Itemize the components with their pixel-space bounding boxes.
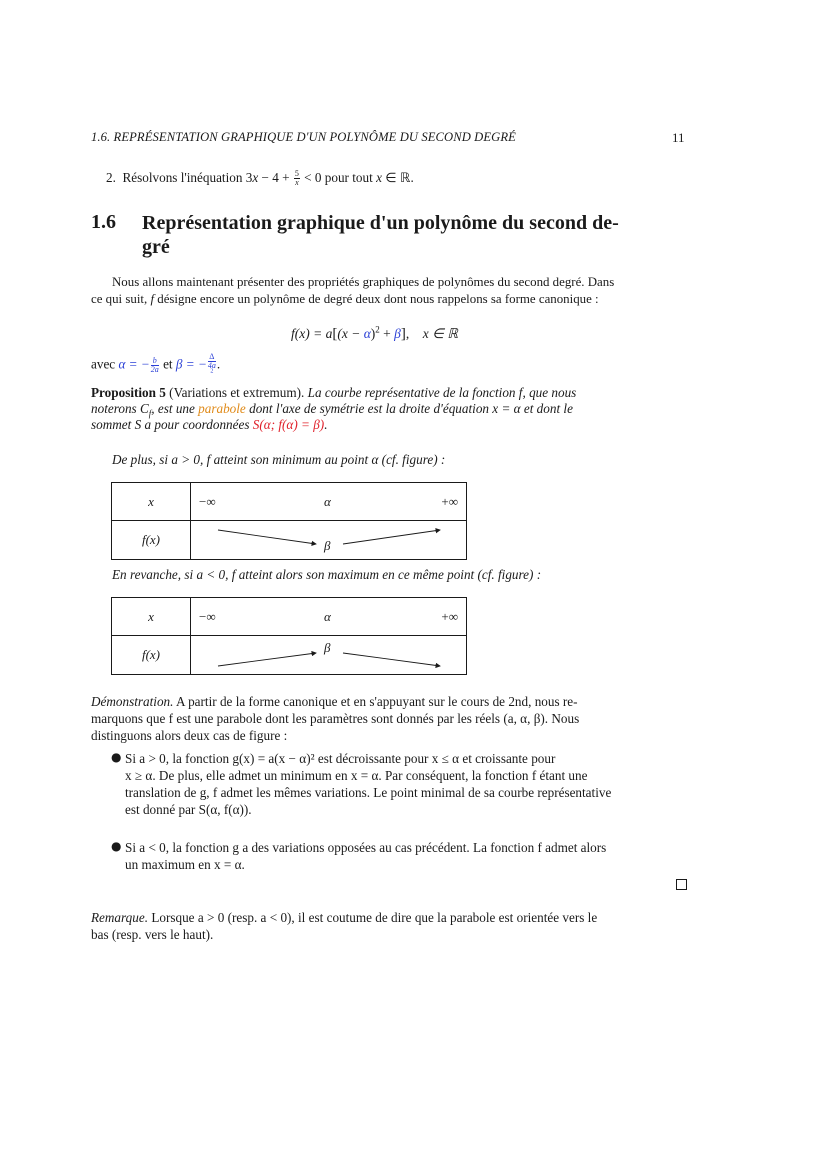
- exercise-item-2: 2. Résolvons l'inéquation 3x − 4 + $\frac{5}{x}$ < 0 pour tout x ∈ ℝ.: [106, 169, 414, 188]
- decreasing-arrow: [218, 530, 316, 544]
- table-x-values: −∞ α +∞: [191, 598, 467, 636]
- demonstration-line-2: marquons que f est une parabole dont les paramètres sont donnés par les réels (a, α, β). Nous: [91, 711, 580, 726]
- running-header: 1.6. REPRÉSENTATION GRAPHIQUE D'UN POLYNÔME DU SECOND DEGRÉ: [91, 130, 516, 144]
- proposition-line-2: noterons $C_f$, est une parabole dont l'axe de symétrie est la droite d'équation x = α et dont le: [91, 401, 573, 419]
- canonical-formula: $f(x) = a[(x - \alpha)^2 + \beta]$, x ∈ ℝ: [291, 324, 458, 342]
- proposition-line-1: Proposition 5 (Variations et extremum). La courbe représentative de la fonction f, que nous: [91, 385, 577, 400]
- section-title: Représentation graphique d'un polynôme du second de- gré: [142, 212, 619, 258]
- table-f-header: f(x): [112, 636, 191, 675]
- remarque-line-1: Remarque. Lorsque a > 0 (resp. a < 0), il est coutume de dire que la parabole est orientée vers le: [91, 910, 598, 925]
- increasing-arrow: [343, 530, 440, 544]
- remarque-line-2: bas (resp. vers le haut).: [91, 927, 214, 942]
- alpha-beta-definition: avec α = − $\frac{b}{2a}$ et β = − Δ 4a $^2$ .: [91, 352, 221, 375]
- demonstration-line-3: distinguons alors deux cas de figure :: [91, 728, 288, 743]
- bullet-case-negative: Si a < 0, la fonction g a des variations opposées au cas précédent. La fonction f admet alors un maximum en x = α.: [125, 840, 607, 872]
- bullet-icon: ●: [111, 839, 122, 853]
- variation-table-max: [111, 597, 467, 675]
- page-number: 11: [672, 130, 685, 145]
- table-f-variations: β: [191, 521, 467, 560]
- proposition-line-3: sommet S a pour coordonnées S(α; f(α) = β).: [91, 417, 328, 432]
- qed-square-icon: [676, 879, 687, 890]
- table-x-header: x: [112, 483, 191, 521]
- increasing-arrow: [218, 653, 316, 666]
- proposition-max-statement: En revanche, si a < 0, f atteint alors son maximum en ce même point (cf. figure) :: [112, 567, 542, 582]
- intro-line-2: ce qui suit, f désigne encore un polynôme de degré deux dont nous rappelons sa forme canonique :: [91, 292, 599, 306]
- decreasing-arrow: [343, 653, 440, 666]
- bullet-case-positive: Si a > 0, la fonction g(x) = a(x − α)² est décroissante pour x ≤ α et croissante pour x ≥ α. De plus, elle admet un minimum en x = α. Par conséquent, la fonction f étant une translation de g, f admet les mêmes variations. Le point minimal de sa courbe représentative est donné par S(α, f(α)).: [125, 751, 612, 817]
- bullet-icon: ●: [111, 750, 122, 764]
- table-f-header: f(x): [112, 521, 191, 560]
- intro-line-1: Nous allons maintenant présenter des propriétés graphiques de polynômes du second degré. Dans: [112, 275, 615, 289]
- section-number: 1.6: [91, 211, 116, 233]
- variation-table-min: [111, 482, 467, 560]
- table-x-header: x: [112, 598, 191, 636]
- demonstration-line-1: Démonstration. A partir de la forme canonique et en s'appuyant sur le cours de 2nd, nous re-: [91, 694, 578, 709]
- table-f-variations: β: [191, 636, 467, 675]
- proposition-min-statement: De plus, si a > 0, f atteint son minimum au point α (cf. figure) :: [112, 452, 446, 467]
- table-x-values: −∞ α +∞: [191, 483, 467, 521]
